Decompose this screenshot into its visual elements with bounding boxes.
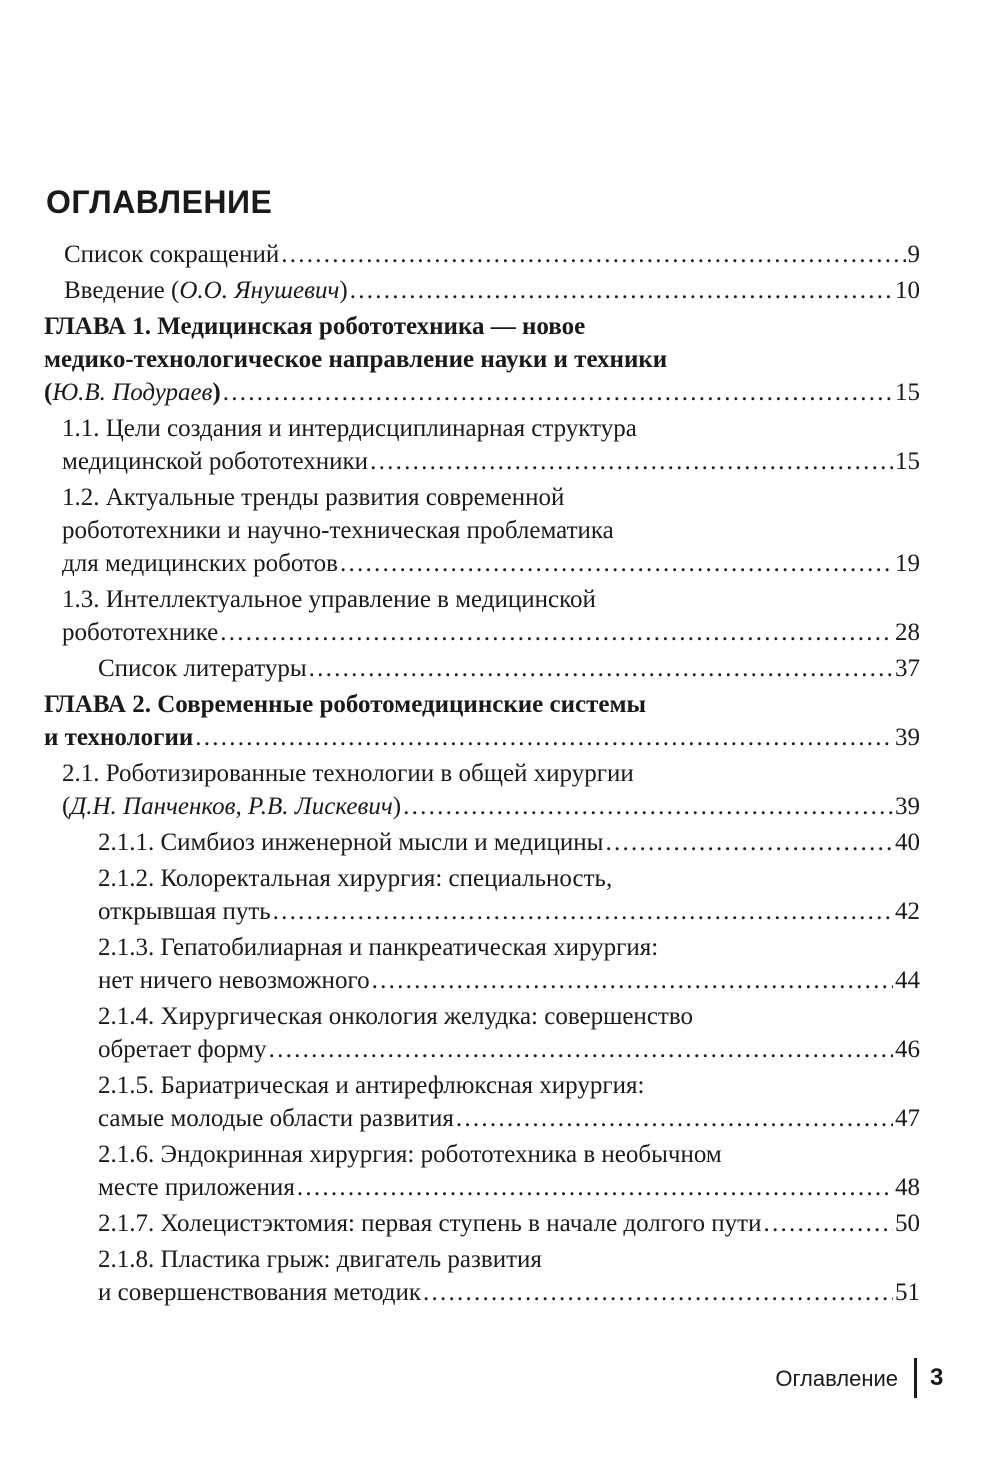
toc-entry-line: робототехники и научно-техническая проблематика [62, 517, 614, 544]
toc-entry-line: ГЛАВА 1. Медицинская робототехника — новое [44, 313, 586, 340]
toc-entry-title [98, 1102, 454, 1135]
toc-entry [44, 238, 920, 271]
toc-entry-last-line [98, 1033, 920, 1066]
toc-entry-author: Ю.В. Подураев [52, 379, 213, 406]
toc-entry-line: ГЛАВА 2. Современные роботомедицинские системы [44, 691, 647, 718]
toc-entry-text: 2.1.7. Холецистэктомия: первая ступень в начале долгого пути [98, 1210, 762, 1237]
toc-entry-last-line [98, 1207, 920, 1240]
toc-entry-line: 2.1.5. Бариатрическая и антирефлюксная хирургия: [98, 1072, 645, 1099]
toc-entry-text-suffix: ) [212, 379, 221, 406]
toc-entry-text: ( [44, 379, 53, 406]
toc-entry-title [44, 376, 221, 409]
toc-entry-last-line [62, 616, 920, 649]
toc-entry-last-line [44, 376, 920, 409]
toc-entry-title [98, 964, 370, 997]
dot-leader [456, 1102, 893, 1135]
dot-leader [423, 1276, 893, 1309]
dot-leader [297, 1171, 893, 1204]
dot-leader [269, 1033, 893, 1066]
dot-leader [763, 1207, 893, 1240]
toc-entry-text: 2.1.1. Симбиоз инженерной мысли и медицины [98, 829, 604, 856]
toc-entry-last-line [98, 964, 920, 997]
toc-entry-text: ( [62, 793, 71, 820]
running-header-label: Оглавление [775, 1366, 898, 1391]
toc-page-number: 28 [895, 619, 920, 646]
toc-entry-line: 1.2. Актуальные тренды развития современной [62, 484, 565, 511]
toc-entry-line: 2.1.3. Гепатобилиарная и панкреатическая хирургия: [98, 934, 659, 961]
toc-chapter-entry [44, 310, 920, 409]
toc-page-number: 19 [895, 550, 920, 577]
dot-leader [403, 790, 893, 823]
dot-leader [372, 964, 893, 997]
dot-leader [309, 652, 893, 685]
toc-entry-text: месте приложения [98, 1174, 295, 1201]
toc-page-number: 39 [895, 793, 920, 820]
footer-divider [914, 1358, 917, 1398]
toc-chapter-entry [44, 688, 920, 754]
toc-entry [44, 1138, 920, 1204]
toc-entry-line: 2.1.2. Колоректальная хирургия: специальность, [98, 865, 613, 892]
toc-page-number: 40 [895, 829, 920, 856]
toc-entry-text: Список литературы [98, 655, 307, 682]
toc-page-number: 48 [895, 1174, 920, 1201]
toc-page-number: 9 [907, 241, 920, 268]
toc-entry-text: и совершенствования методик [98, 1279, 421, 1306]
toc-entry-text: нет ничего невозможного [98, 967, 370, 994]
toc-entry [44, 274, 920, 307]
dot-leader [340, 547, 893, 580]
toc-page-number: 15 [895, 379, 920, 406]
toc-entry-title [98, 1033, 267, 1066]
toc-entry-title [98, 826, 603, 859]
toc-entry-text-suffix: ) [392, 793, 402, 820]
toc-entry-text-suffix: ) [339, 277, 348, 304]
toc-entry [44, 757, 920, 823]
toc-entry [44, 583, 920, 649]
toc-entry-text: для медицинских роботов [62, 550, 338, 577]
toc-entry-title [64, 238, 279, 271]
toc-entry-last-line [62, 445, 920, 478]
toc-entry-text: Введение ( [64, 277, 180, 304]
toc-entry-last-line [98, 895, 920, 928]
toc-entry-title [98, 1171, 295, 1204]
toc-entry-last-line [98, 1102, 920, 1135]
toc-entry-text: самые молодые области развития [98, 1105, 454, 1132]
toc-entry [44, 862, 920, 928]
toc-page-number: 42 [895, 898, 920, 925]
table-of-contents [44, 238, 920, 1312]
toc-entry [44, 931, 920, 997]
dot-leader [195, 721, 893, 754]
toc-entry-text: и технологии [44, 724, 194, 751]
toc-entry-line: 2.1.4. Хирургическая онкология желудка: совершенство [98, 1003, 693, 1030]
toc-page-number: 37 [895, 655, 920, 682]
page-title: ОГЛАВЛЕНИЕ [46, 184, 273, 220]
toc-entry-text: робототехнике [62, 619, 219, 646]
toc-entry-last-line [64, 238, 920, 271]
toc-page-number: 47 [895, 1105, 920, 1132]
toc-entry-title [44, 721, 193, 754]
toc-entry [44, 1069, 920, 1135]
toc-page-number: 51 [895, 1279, 920, 1306]
toc-entry [44, 481, 920, 580]
dot-leader [223, 376, 893, 409]
toc-entry-line: медико-технологическое направление науки и техники [44, 346, 668, 373]
toc-entry-title [64, 274, 348, 307]
toc-page-number: 39 [895, 724, 920, 751]
toc-entry-author: Д.Н. Панченков, Р.В. Лискевич [70, 793, 393, 820]
toc-entry-title [62, 547, 338, 580]
toc-entry-title [98, 1207, 761, 1240]
dot-leader [370, 445, 893, 478]
toc-entry-last-line [98, 1276, 920, 1309]
toc-entry [44, 1243, 920, 1309]
toc-page-number: 15 [895, 448, 920, 475]
toc-entry-text: обретает форму [98, 1036, 267, 1063]
toc-entry-last-line [98, 826, 920, 859]
dot-leader [273, 895, 893, 928]
toc-entry-last-line [62, 790, 920, 823]
dot-leader [220, 616, 893, 649]
toc-entry-title [98, 652, 307, 685]
toc-entry-last-line [44, 721, 920, 754]
toc-entry-line: 1.1. Цели создания и интердисциплинарная структура [62, 415, 637, 442]
toc-page-number: 50 [895, 1210, 920, 1237]
page-footer [0, 1358, 1000, 1398]
dot-leader [605, 826, 893, 859]
toc-entry-title [98, 895, 271, 928]
toc-entry [44, 1207, 920, 1240]
toc-entry-line: 2.1.6. Эндокринная хирургия: робототехника в необычном [98, 1141, 722, 1168]
toc-page-number: 10 [895, 277, 920, 304]
toc-entry-text: открывшая путь [98, 898, 271, 925]
dot-leader [350, 274, 893, 307]
toc-entry-last-line [62, 547, 920, 580]
toc-entry-line: 2.1. Роботизированные технологии в общей хирургии [62, 760, 634, 787]
toc-entry [44, 826, 920, 859]
toc-entry-author: О.О. Янушевич [179, 277, 340, 304]
toc-entry-title [62, 616, 218, 649]
toc-entry-text: Список сокращений [64, 241, 280, 268]
toc-entry-last-line [98, 652, 920, 685]
toc-entry [44, 652, 920, 685]
page-number: 3 [930, 1364, 944, 1391]
toc-entry-last-line [64, 274, 920, 307]
toc-entry-title [62, 790, 401, 823]
toc-entry [44, 1000, 920, 1066]
toc-entry [44, 412, 920, 478]
toc-entry-title [98, 1276, 421, 1309]
toc-page-number: 44 [895, 967, 920, 994]
dot-leader [281, 238, 905, 271]
toc-entry-line: 1.3. Интеллектуальное управление в медицинской [62, 586, 596, 613]
toc-page-number: 46 [895, 1036, 920, 1063]
toc-entry-text: медицинской робототехники [62, 448, 369, 475]
toc-entry-line: 2.1.8. Пластика грыж: двигатель развития [98, 1246, 542, 1273]
toc-entry-last-line [98, 1171, 920, 1204]
toc-entry-title [62, 445, 368, 478]
